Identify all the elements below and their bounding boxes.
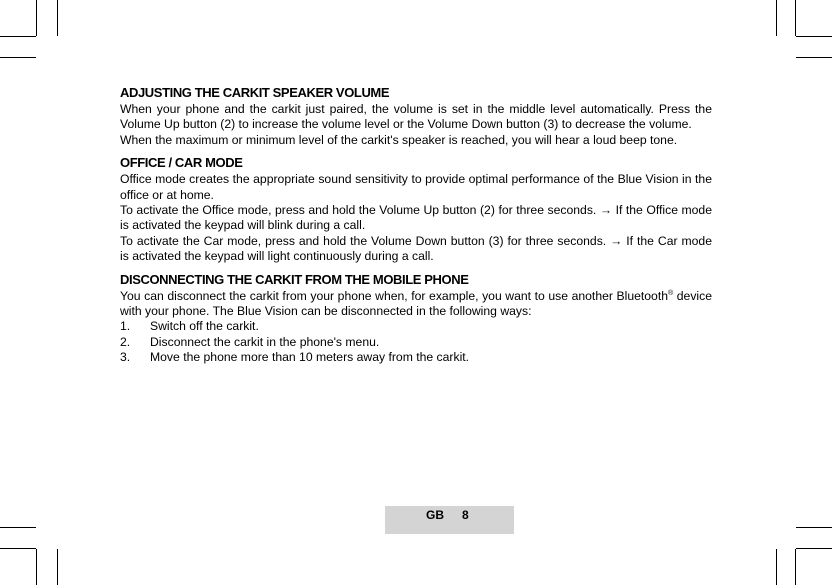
crop-mark [0, 36, 36, 37]
list-number: 3. [120, 350, 131, 365]
section-heading: ADJUSTING THE CARKIT SPEAKER VOLUME [120, 85, 390, 100]
paragraph: Office mode creates the appropriate sound sensitivity to provide optimal performance of the Blue Vision in the office or at home. [120, 172, 712, 202]
crop-mark [796, 36, 832, 37]
section-heading: OFFICE / CAR MODE [120, 155, 243, 171]
list-item [120, 335, 712, 350]
list-number: 2. [120, 334, 131, 349]
page-number: 8 [462, 508, 469, 522]
page-content [120, 84, 712, 372]
crop-mark [795, 549, 796, 585]
paragraph [120, 289, 712, 320]
crop-mark [0, 548, 36, 549]
crop-mark [57, 549, 58, 585]
crop-mark [795, 0, 796, 36]
crop-mark [0, 527, 36, 528]
intro-text: device with your phone. The Blue Vision can be disconnected in the following ways: [120, 288, 712, 319]
section-heading: DISCONNECTING THE CARKIT FROM THE MOBILE PHONE [120, 271, 469, 287]
list-text: Move the phone more than 10 meters away from the carkit. [150, 350, 470, 365]
crop-mark [36, 549, 37, 585]
disconnect-steps-list [120, 319, 712, 365]
registered-mark: ® [668, 289, 674, 297]
list-item [120, 319, 712, 334]
page-footer [385, 506, 514, 534]
crop-mark [57, 0, 58, 36]
crop-mark [776, 0, 777, 36]
section-disconnecting [120, 271, 712, 366]
paragraph: When the maximum or minimum level of the carkit's speaker is reached, you will hear a loud beep tone. [120, 132, 678, 147]
list-text: Switch off the carkit. [150, 319, 259, 334]
paragraph: When your phone and the carkit just paired, the volume is set in the middle level automatically. Press the Volume Up button (2) to increase the volume level or the Volume Down button (3) to decrease the volume. [120, 102, 712, 132]
section-speaker-volume [120, 84, 712, 148]
list-number: 1. [120, 319, 131, 334]
list-item [120, 350, 712, 365]
list-text: Disconnect the carkit in the phone's menu. [150, 334, 380, 349]
crop-mark [776, 549, 777, 585]
crop-mark [36, 0, 37, 36]
crop-mark [796, 57, 832, 58]
crop-mark [796, 527, 832, 528]
footer-language: GB [426, 508, 444, 522]
crop-mark [0, 57, 36, 58]
paragraph: To activate the Office mode, press and hold the Volume Up button (2) for three seconds. → If the Office mode is activated the keypad will blink during a call. [120, 203, 712, 233]
intro-text: You can disconnect the carkit from your phone when, for example, you want to use another Bluetooth [120, 288, 669, 303]
crop-mark [796, 548, 832, 549]
paragraph: To activate the Car mode, press and hold the Volume Down button (3) for three seconds. → If the Car mode is activated the keypad will light continuously during a call. [120, 233, 712, 264]
section-office-car-mode [120, 154, 712, 264]
